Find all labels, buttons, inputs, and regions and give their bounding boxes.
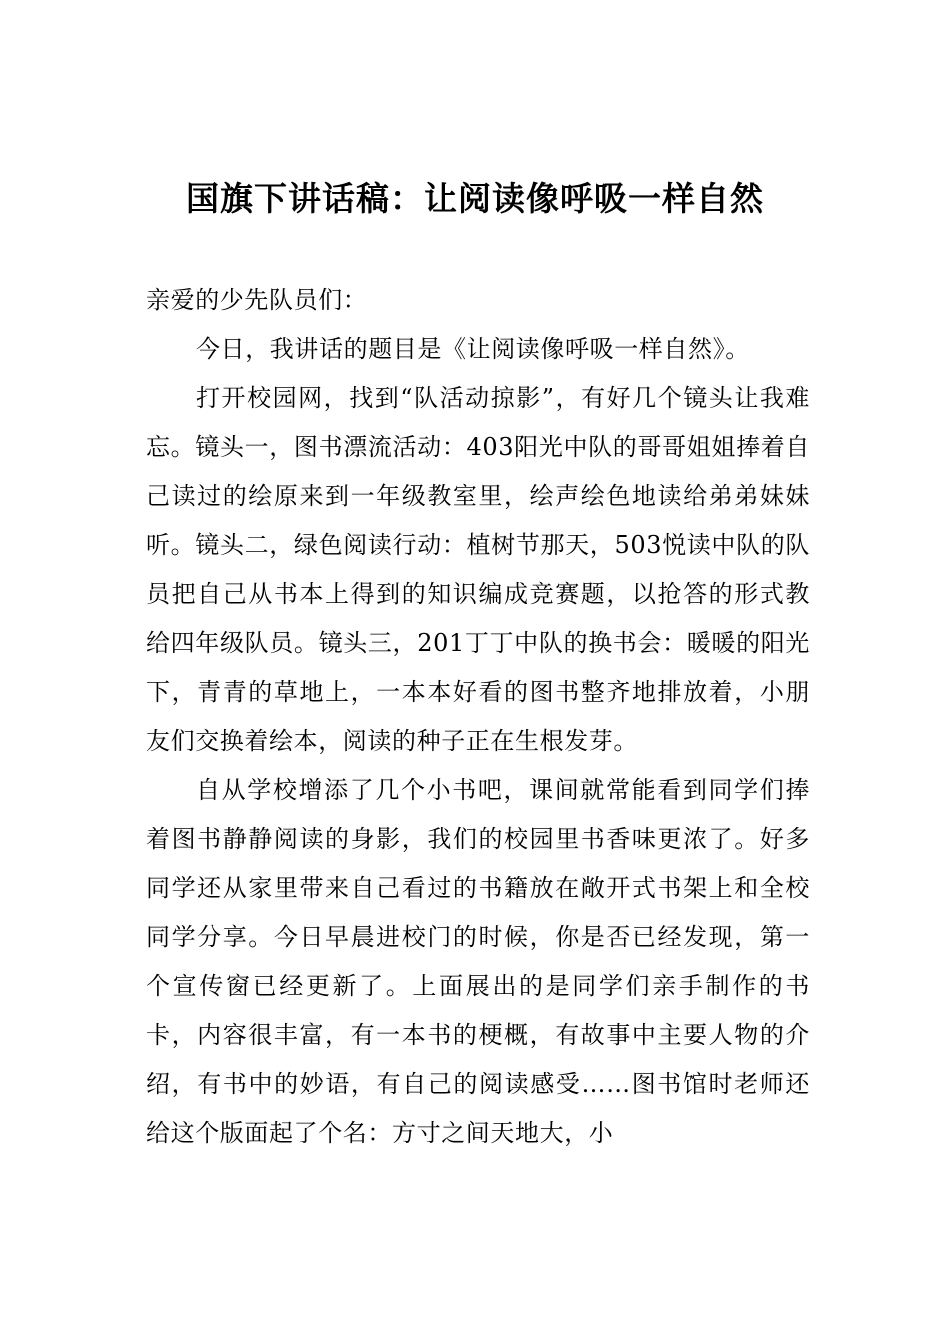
salutation: 亲爱的少先队员们： xyxy=(146,286,368,314)
paragraph-1: 今日，我讲话的题目是《让阅读像呼吸一样自然》。 xyxy=(196,335,750,363)
document-body xyxy=(146,276,810,1158)
paragraph-2: 打开校园网，找到“队活动掠影”，有好几个镜头让我难忘。镜头一，图书漂流活动：403阳光中队的哥哥姐姐捧着自己读过的绘原来到一年级教室里，绘声绘色地读给弟弟妹妹听。镜头二，绿色阅读行动：植树节那天，503悦读中队的队员把自己从书本上得到的知识编成竞赛题，以抢答的形式教给四年级队员。镜头三，201丁丁中队的换书会：暖暖的阳光下，青青的草地上，一本本好看的图书整齐地排放着，小朋友们交换着绘本，阅读的种子正在生根发芽。 xyxy=(146,384,810,755)
paragraph-3: 自从学校增添了几个小书吧，课间就常能看到同学们捧着图书静静阅读的身影，我们的校园里书香味更浓了。好多同学还从家里带来自己看过的书籍放在敞开式书架上和全校同学分享。今日早晨进校门的时候，你是否已经发现，第一个宣传窗已经更新了。上面展出的是同学们亲手制作的书卡，内容很丰富，有一本书的梗概，有故事中主要人物的介绍，有书中的妙语，有自己的阅读感受……图书馆时老师还给这个版面起了个名：方寸之间天地大，小 xyxy=(146,776,810,1147)
document-title: 国旗下讲话稿：让阅读像呼吸一样自然 xyxy=(186,179,764,218)
